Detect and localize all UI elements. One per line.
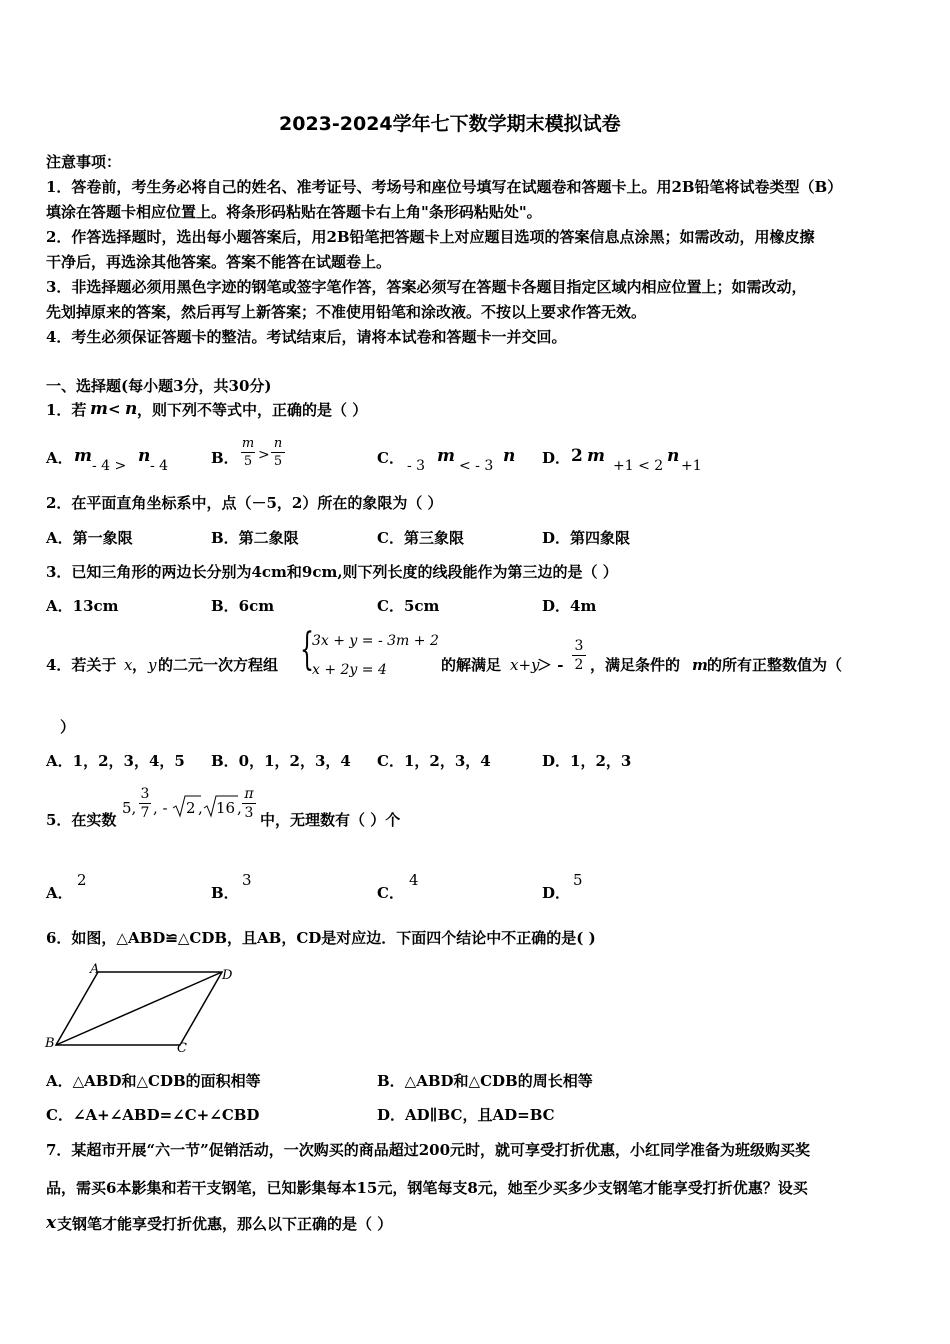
q1-a-m: m <box>74 446 92 466</box>
q4-frac-num: 3 <box>574 638 584 654</box>
q1-b-den: 5 <box>243 454 253 469</box>
page-title: 2023-2024学年七下数学期末模拟试卷 <box>279 113 621 135</box>
q1-a-n: n <box>138 446 151 466</box>
q3-stem: 3．已知三角形的两边长分别为4cm和9cm,则下列长度的线段能作为第三边的是（ ） <box>46 563 618 581</box>
q3-option-d[interactable]: D．4m <box>542 597 597 615</box>
q1-d-n: n <box>667 446 680 466</box>
q1-b-gt: > <box>258 447 270 463</box>
notice-line: 4．考生必须保证答题卡的整洁。考试结束后，请将本试卷和答题卡一并交回。 <box>46 328 567 346</box>
q6-label-a: A <box>90 962 100 977</box>
q2-option-a[interactable]: A．第一象限 <box>46 529 133 547</box>
q5-f2-den: 3 <box>244 805 254 821</box>
notice-line: 干净后，再选涂其他答案。答案不能答在试题卷上。 <box>46 253 392 271</box>
q5-comma2: , <box>237 799 242 817</box>
q4-option-c[interactable]: C．1，2，3，4 <box>377 752 491 770</box>
q4-brace: { <box>300 624 314 675</box>
q5-f1-den: 7 <box>140 805 150 821</box>
q4-eq2: x + 2y = 4 <box>312 662 387 678</box>
q5-option-d-label: D． <box>542 884 571 902</box>
q5-sqrt16-val: 16 <box>216 799 236 817</box>
q4-gt: ＞ - <box>537 656 564 674</box>
q1-b-frac-m <box>241 436 255 469</box>
q6-option-d[interactable]: D．AD∥BC，且AD=BC <box>377 1106 555 1124</box>
q2-option-d[interactable]: D．第四象限 <box>542 529 631 547</box>
q1-c-p2: < - 3 <box>459 458 494 474</box>
q4-stem-pre: 4．若关于 <box>46 656 117 674</box>
q5-num-5: 5, <box>122 799 137 817</box>
q1-a-op: - 4 > <box>92 458 127 474</box>
q2-stem: 2．在平面直角坐标系中，点（－5，2）所在的象限为（ ） <box>46 494 443 512</box>
q7-var-x: x <box>46 1213 57 1233</box>
q7-line3: 支钢笔才能享受打折优惠，那么以下正确的是（ ） <box>57 1215 393 1233</box>
notice-line: 填涂在答题卡相应位置上。将条形码粘贴在答题卡右上角"条形码粘贴处"。 <box>46 203 542 221</box>
q6-option-a[interactable]: A．△ABD和△CDB的面积相等 <box>46 1072 261 1090</box>
q5-sqrt2-val: 2 <box>186 799 196 817</box>
q1-c-m: m <box>437 446 455 466</box>
q4-stem-post1: 的解满足 <box>441 656 502 674</box>
q4-var-y: y <box>148 656 157 674</box>
q5-option-b-value: 3 <box>242 871 252 889</box>
q3-option-c[interactable]: C．5cm <box>377 597 440 615</box>
q5-option-d-value: 5 <box>573 871 583 889</box>
q5-f2-num: π <box>244 786 254 802</box>
q5-comma: , <box>198 799 203 817</box>
q1-d-p3: +1 <box>681 458 702 474</box>
q4-frac-den: 2 <box>574 657 584 673</box>
q3-option-b[interactable]: B．6cm <box>211 597 275 615</box>
q1-a-op2: - 4 <box>150 458 169 474</box>
q4-stem-post2: ，满足条件的 <box>590 656 681 674</box>
q1-lt: < <box>108 400 121 418</box>
q6-stem: 6．如图，△ABD≌△CDB，且AB，CD是对应边．下面四个结论中不正确的是( ) <box>46 929 596 947</box>
q4-close: ） <box>60 718 76 736</box>
notice-line: 2．作答选择题时，选出每小题答案后，用2B铅笔把答题卡上对应题目选项的答案信息点涂黑；如需改动，用橡皮擦 <box>46 228 815 246</box>
q6-label-d: D <box>222 968 233 983</box>
q4-stem-post3: 的所有正整数值为（ <box>707 656 843 674</box>
q5-frac-pi-3 <box>242 786 256 821</box>
q4-frac <box>572 638 586 673</box>
q1-b-num: m <box>241 436 255 451</box>
q5-frac-3-7 <box>139 786 151 821</box>
q1-option-b-label: B． <box>211 449 239 467</box>
q4-stem-mid: 的二元一次方程组 <box>158 656 279 674</box>
q6-label-c: C <box>177 1041 187 1056</box>
q5-neg: , - <box>153 799 168 817</box>
q5-stem-post: 中，无理数有（ ）个 <box>260 811 401 829</box>
q4-option-a[interactable]: A．1，2，3，4，5 <box>46 752 185 770</box>
q4-comma: ， <box>132 656 148 674</box>
q3-option-a[interactable]: A．13cm <box>46 597 119 615</box>
q4-option-b[interactable]: B．0，1，2，3，4 <box>211 752 351 770</box>
q5-option-a-value: 2 <box>77 871 87 889</box>
q5-option-c-value: 4 <box>409 871 419 889</box>
q1-b-den2: 5 <box>273 454 283 469</box>
q1-option-c-label: C． <box>377 449 404 467</box>
q4-xy: x+y <box>510 656 540 674</box>
q4-option-d[interactable]: D．1，2，3 <box>542 752 632 770</box>
q1-d-m: m <box>587 446 605 466</box>
q1-stem-pre: 1．若 <box>46 401 87 419</box>
q7-line1: 7．某超市开展“六一节”促销活动，一次购买的商品超过200元时，就可享受打折优惠，小红同学准备为班级购买奖 <box>46 1141 811 1159</box>
section-heading: 一、选择题(每小题3分，共30分) <box>46 377 272 395</box>
q4-eq1: 3x + y = - 3m + 2 <box>312 633 439 649</box>
q1-b-num2: n <box>273 436 283 451</box>
q6-option-c[interactable]: C．∠A+∠ABD=∠C+∠CBD <box>46 1106 260 1124</box>
q6-label-b: B <box>45 1036 55 1051</box>
q1-d-p2: +1 < 2 <box>613 458 664 474</box>
q5-option-a-label: A． <box>46 884 73 902</box>
q5-option-c-label: C． <box>377 884 404 902</box>
q1-d-p1: 2 <box>571 446 583 466</box>
q1-c-p1: - 3 <box>407 458 426 474</box>
q1-var-n: n <box>125 399 138 419</box>
q6-option-b[interactable]: B．△ABD和△CDB的周长相等 <box>377 1072 593 1090</box>
notice-line: 3．非选择题必须用黑色字迹的钢笔或签字笔作答，答案必须写在答题卡各题目指定区域内相应位置上；如需改动， <box>46 278 807 296</box>
q1-option-a-label: A． <box>46 449 73 467</box>
q4-var-m: m <box>692 656 708 674</box>
q5-f1-num: 3 <box>140 786 150 802</box>
q1-option-d-label: D． <box>542 449 571 467</box>
q6-parallelogram-figure <box>40 960 250 1060</box>
q1-c-n: n <box>503 446 516 466</box>
q4-var-x: x <box>124 656 133 674</box>
q2-option-b[interactable]: B．第二象限 <box>211 529 299 547</box>
q7-line2: 品，需买6本影集和若干支钢笔，已知影集每本15元，钢笔每支8元，她至少买多少支钢笔才能享受打折优惠？设买 <box>46 1179 808 1197</box>
q5-option-b-label: B． <box>211 884 239 902</box>
notice-heading: 注意事项： <box>46 153 122 171</box>
q1-b-frac-n <box>271 436 285 469</box>
q1-stem-post: ，则下列不等式中，正确的是（ ） <box>137 401 368 419</box>
notice-line: 先划掉原来的答案，然后再写上新答案；不准使用铅笔和涂改液。不按以上要求作答无效。 <box>46 303 647 321</box>
q5-stem-pre: 5．在实数 <box>46 811 117 829</box>
q1-var-m: m <box>90 399 108 419</box>
notice-line: 1．答卷前，考生务必将自己的姓名、准考证号、考场号和座位号填写在试题卷和答题卡上。用2B铅笔将试卷类型（B） <box>46 178 843 196</box>
q2-option-c[interactable]: C．第三象限 <box>377 529 464 547</box>
